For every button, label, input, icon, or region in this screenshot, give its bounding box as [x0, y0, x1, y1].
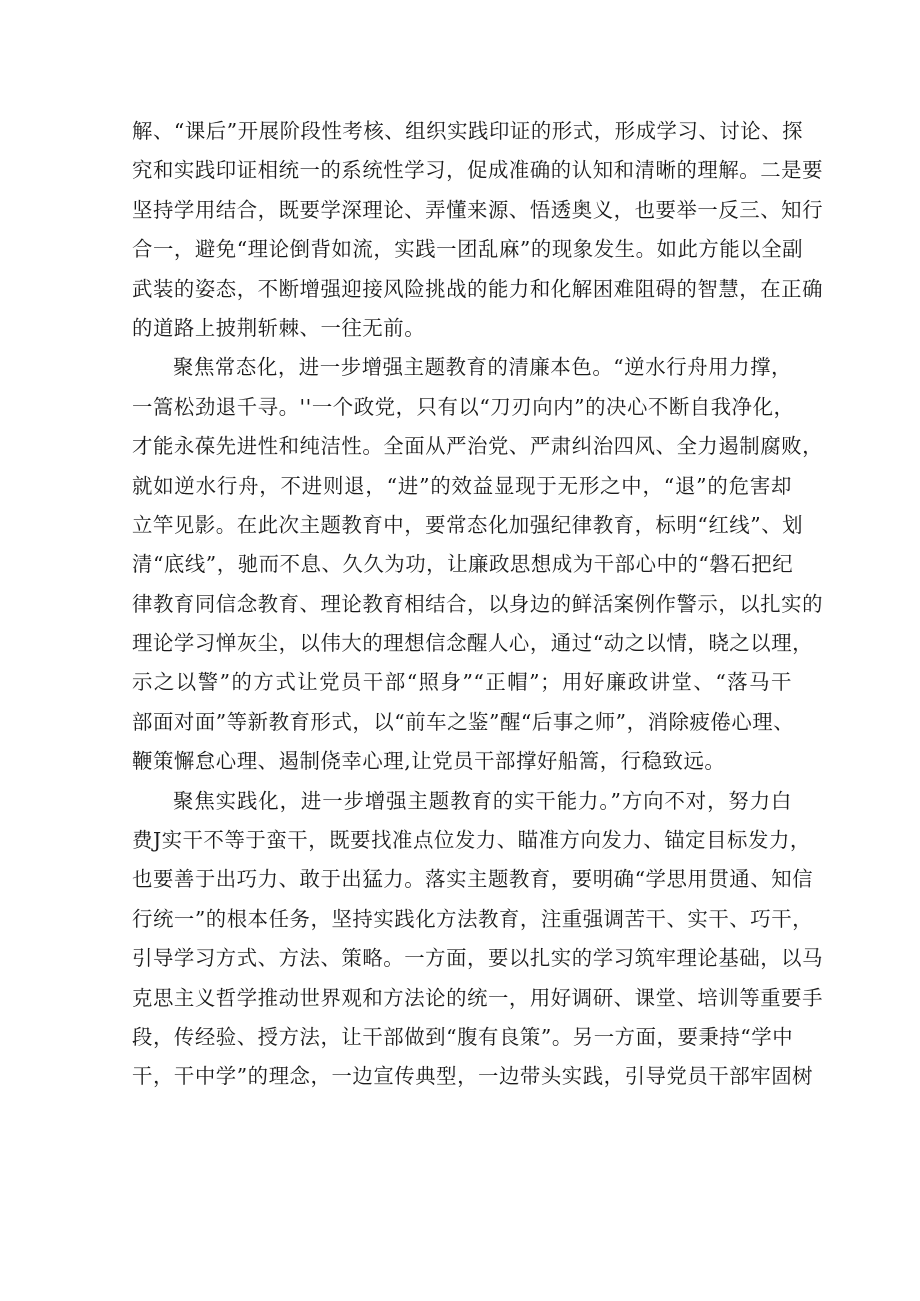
text-line: 部面对面”等新教育形式，以“前车之鉴”醒“后事之师”，消除疲倦心理、: [132, 709, 795, 734]
text-line: 究和实践印证相统一的系统性学习，促成准确的认知和清晰的理解。二是要: [132, 158, 824, 183]
text-line: 就如逆水行舟，不进则退，“进”的效益显现于无形之中，“退”的危害却: [132, 473, 792, 498]
paragraph-2: [132, 348, 824, 781]
text-line: 聚焦常态化，进一步增强主题教育的清廉本色。“逆水行舟用力撑，: [173, 355, 792, 380]
text-line: 干，干中学”的理念，一边宣传典型，一边带头实践，引导党员干部牢固树: [132, 1064, 814, 1089]
text-line: 鞭策懈怠心理、遏制侥幸心理,让党员干部撑好船篙，行稳致远。: [132, 749, 726, 774]
text-line: 引导学习方式、方法、策略。一方面，要以扎实的学习筑牢理论基础，以马: [132, 946, 824, 971]
text-line: 清“底线”，驰而不息、久久为功，让廉政思想成为干部心中的“磐石把纪: [132, 552, 794, 577]
text-line: 立竿见影。在此次主题教育中，要常态化加强纪律教育，标明“红线”、划: [132, 512, 804, 537]
text-line: 行统一”的根本任务，坚持实践化方法教育，注重强调苦干、实干、巧干，: [132, 906, 814, 931]
text-line: 合一，避免“理论倒背如流，实践一团乱麻”的现象发生。如此方能以全副: [132, 237, 804, 262]
text-line: 示之以警”的方式让党员干部“照身”“正帽”；用好廉政讲堂、“落马干: [132, 670, 792, 695]
text-line: 坚持学用结合，既要学深理论、弄懂来源、悟透奥义，也要举一反三、知行: [132, 197, 824, 222]
document-body: [132, 112, 824, 1097]
text-line: 段，传经验、授方法，让干部做到“腹有良策”。另一方面，要秉持“学中: [132, 1024, 794, 1049]
paragraph-1: [132, 112, 824, 348]
text-line: 的道路上披荆斩棘、一往无前。: [132, 315, 426, 340]
text-line: 克思主义哲学推动世界观和方法论的统一，用好调研、课堂、培训等重要手: [132, 985, 824, 1010]
text-line: 费J实干不等于蛮干，既要找准点位发力、瞄准方向发力、锚定目标发力，: [132, 828, 811, 853]
text-line: 聚焦实践化，进一步增强主题教育的实干能力。”方向不对，努力白: [173, 788, 792, 813]
text-line: 武装的姿态，不断增强迎接风险挑战的能力和化解困难阻碍的智慧，在正确: [132, 276, 824, 301]
text-line: 解、“课后”开展阶段性考核、组织实践印证的形式，形成学习、讨论、探: [132, 119, 804, 143]
paragraph-3: [132, 782, 824, 1097]
text-line: 才能永葆先进性和纯洁性。全面从严治党、严肃纠治四风、全力遏制腐败，: [132, 434, 824, 459]
text-line: 一篙松劲退千寻。''一个政党，只有以“刀刃向内”的决心不断自我净化，: [132, 394, 795, 419]
text-line: 理论学习惮灰尘，以伟大的理想信念醒人心，通过“动之以情，晓之以理，: [132, 631, 814, 656]
text-line: 也要善于出巧力、敢于出猛力。落实主题教育，要明确“学思用贯通、知信: [132, 867, 814, 892]
text-line: 律教育同信念教育、理论教育相结合，以身边的鲜活案例作警示，以扎实的: [132, 591, 824, 616]
